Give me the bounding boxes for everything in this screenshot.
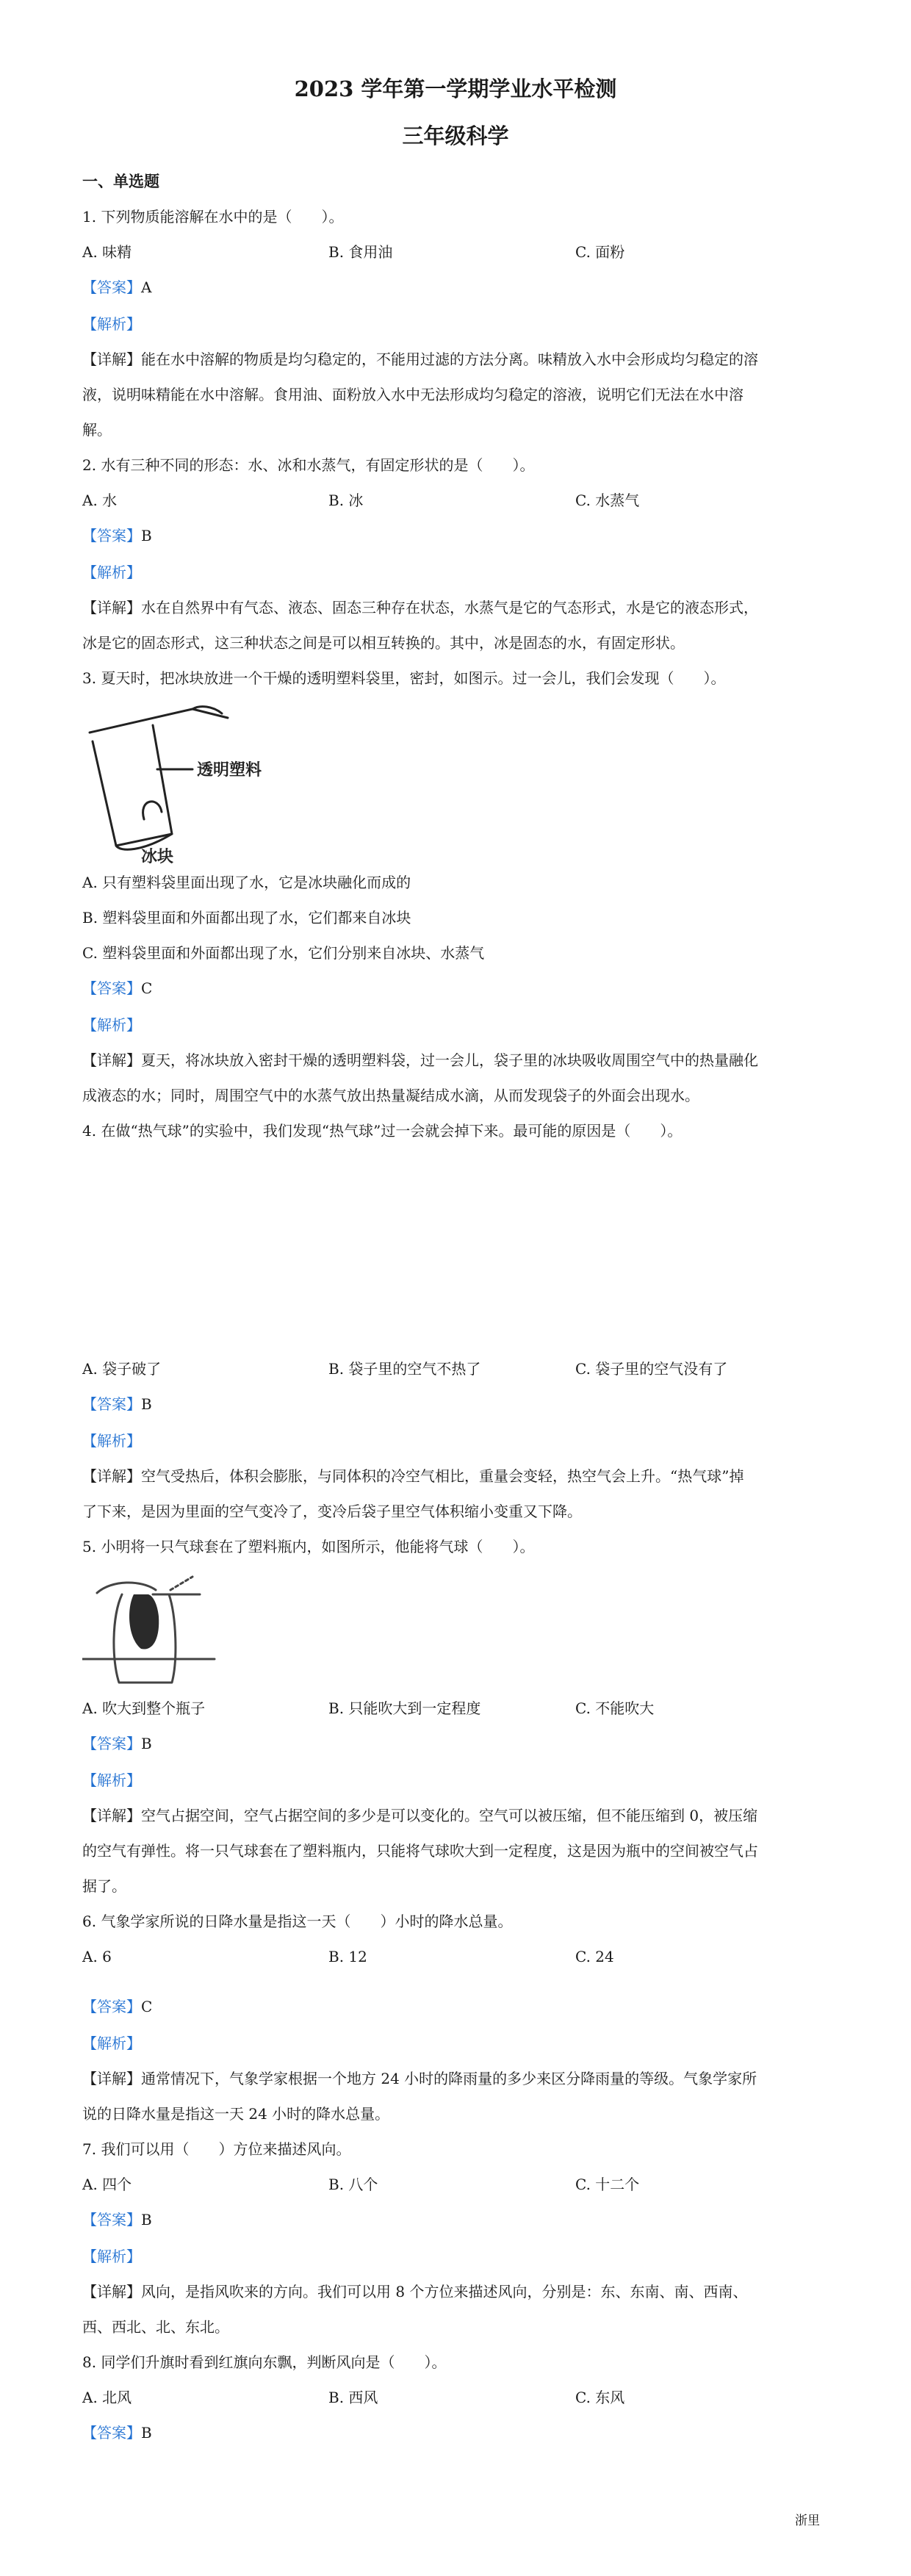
question-2-stem: 2. 水有三种不同的形态：水、冰和水蒸气，有固定形状的是（ ）。 [82,456,535,474]
question-1-answer: 【答案】A [82,278,152,296]
question-6-option-a: A. 6 [82,1948,112,1965]
question-8-option-c: C. 东风 [575,2389,625,2406]
question-5-detail-line-2: 的空气有弹性。将一只气球套在了塑料瓶内，只能将气球吹大到一定程度，这是因为瓶中的空间被空气占 [82,1842,758,1860]
question-3-analysis-tag: 【解析】 [82,1016,141,1034]
section-heading: 一、单选题 [82,172,159,190]
question-5-answer: 【答案】B [82,1735,152,1752]
question-5-option-b: B. 只能吹大到一定程度 [328,1699,481,1717]
question-6-option-c: C. 24 [575,1948,614,1965]
question-4-detail-line-2: 了下来，是因为里面的空气变冷了，变冷后袋子里空气体积缩小变重又下降。 [82,1503,582,1520]
question-4-option-a: A. 袋子破了 [82,1360,162,1378]
question-7-detail-line-2: 西、西北、北、东北。 [82,2318,229,2336]
question-2-detail-line-1: 【详解】水在自然界中有气态、液态、固态三种存在状态，水蒸气是它的气态形式，水是它的液态形式， [82,599,758,616]
figure-label-ice: 冰块 [141,848,174,866]
question-1-option-b: B. 食用油 [328,243,393,261]
question-7-stem: 7. 我们可以用（ ）方位来描述风向。 [82,2140,351,2158]
question-3-stem: 3. 夏天时，把冰块放进一个干燥的透明塑料袋里，密封，如图示。过一会儿，我们会发现（ ）。 [82,669,726,687]
question-3-option-c: C. 塑料袋里面和外面都出现了水，它们分别来自冰块、水蒸气 [82,944,485,962]
question-4-answer: 【答案】B [82,1395,152,1413]
page-subtitle: 三年级科学 [402,123,509,148]
question-4-analysis-tag: 【解析】 [82,1432,141,1450]
question-2-option-c: C. 水蒸气 [575,492,640,509]
question-5-option-a: A. 吹大到整个瓶子 [82,1699,206,1717]
question-3-option-b: B. 塑料袋里面和外面都出现了水，它们都来自冰块 [82,909,411,927]
question-6-analysis-tag: 【解析】 [82,2034,141,2052]
question-6-answer: 【答案】C [82,1998,153,2015]
question-7-answer: 【答案】B [82,2211,152,2228]
question-1-detail-line-1: 【详解】能在水中溶解的物质是均匀稳定的，不能用过滤的方法分离。味精放入水中会形成均匀稳定的溶 [82,350,758,368]
question-5-stem: 5. 小明将一只气球套在了塑料瓶内，如图所示，他能将气球（ ）。 [82,1538,535,1555]
question-3-option-a: A. 只有塑料袋里面出现了水，它是冰块融化而成的 [82,874,411,891]
ice-bag-figure [82,702,273,867]
question-8-stem: 8. 同学们升旗时看到红旗向东飘，判断风向是（ ）。 [82,2353,447,2371]
question-1-option-a: A. 味精 [82,243,132,261]
question-8-option-b: B. 西风 [328,2389,378,2406]
question-7-option-a: A. 四个 [82,2176,132,2193]
question-4-option-c: C. 袋子里的空气没有了 [575,1360,728,1378]
bottle-balloon-figure [82,1572,222,1690]
question-7-detail-line-1: 【详解】风向，是指风吹来的方向。我们可以用 8 个方位来描述风向，分别是：东、东南、南、西南、 [82,2283,748,2300]
question-1-stem: 1. 下列物质能溶解在水中的是（ ）。 [82,208,344,226]
question-2-option-b: B. 冰 [328,492,364,509]
question-7-option-b: B. 八个 [328,2176,378,2193]
question-5-detail-line-1: 【详解】空气占据空间，空气占据空间的多少是可以变化的。空气可以被压缩，但不能压缩到 0，被压缩 [82,1807,758,1824]
page-title: 2023 学年第一学期学业水平检测 [294,76,617,101]
question-6-stem: 6. 气象学家所说的日降水量是指这一天（ ）小时的降水总量。 [82,1913,513,1930]
question-1-option-c: C. 面粉 [575,243,625,261]
balloon-shape [129,1594,159,1649]
question-7-analysis-tag: 【解析】 [82,2248,141,2265]
question-5-option-c: C. 不能吹大 [575,1699,655,1717]
question-5-analysis-tag: 【解析】 [82,1771,141,1789]
question-3-detail-line-1: 【详解】夏天，将冰块放入密封干燥的透明塑料袋，过一会儿，袋子里的冰块吸收周围空气中的热量融化 [82,1051,758,1069]
question-1-detail-line-3: 解。 [82,421,112,439]
figure-label-plastic-bag: 透明塑料 [197,761,262,780]
question-4-option-b: B. 袋子里的空气不热了 [328,1360,481,1378]
question-6-detail-line-1: 【详解】通常情况下，气象学家根据一个地方 24 小时的降雨量的多少来区分降雨量的等级。气象学家所 [82,2070,757,2087]
question-2-analysis-tag: 【解析】 [82,564,141,581]
question-2-option-a: A. 水 [82,492,118,509]
question-1-analysis-tag: 【解析】 [82,315,141,333]
question-5-detail-line-3: 据了。 [82,1877,126,1895]
question-6-detail-line-2: 说的日降水量是指这一天 24 小时的降水总量。 [82,2105,390,2123]
question-8-answer: 【答案】B [82,2424,152,2442]
question-6-option-b: B. 12 [328,1948,367,1965]
page-footer: 浙里 [795,2514,820,2528]
question-4-stem: 4. 在做“热气球”的实验中，我们发现“热气球”过一会就会掉下来。最可能的原因是（ ）。 [82,1122,683,1140]
question-2-answer: 【答案】B [82,527,152,544]
question-8-option-a: A. 北风 [82,2389,132,2406]
question-2-detail-line-2: 冰是它的固态形式，这三种状态之间是可以相互转换的。其中，冰是固态的水，有固定形状。 [82,634,685,652]
question-1-detail-line-2: 液，说明味精能在水中溶解。食用油、面粉放入水中无法形成均匀稳定的溶液，说明它们无法在水中溶 [82,386,743,403]
question-7-option-c: C. 十二个 [575,2176,640,2193]
question-4-detail-line-1: 【详解】空气受热后，体积会膨胀，与同体积的冷空气相比，重量会变轻，热空气会上升。“热气球”掉 [82,1467,744,1485]
question-3-detail-line-2: 成液态的水；同时，周围空气中的水蒸气放出热量凝结成水滴，从而发现袋子的外面会出现水。 [82,1087,699,1104]
question-3-answer: 【答案】C [82,979,153,997]
